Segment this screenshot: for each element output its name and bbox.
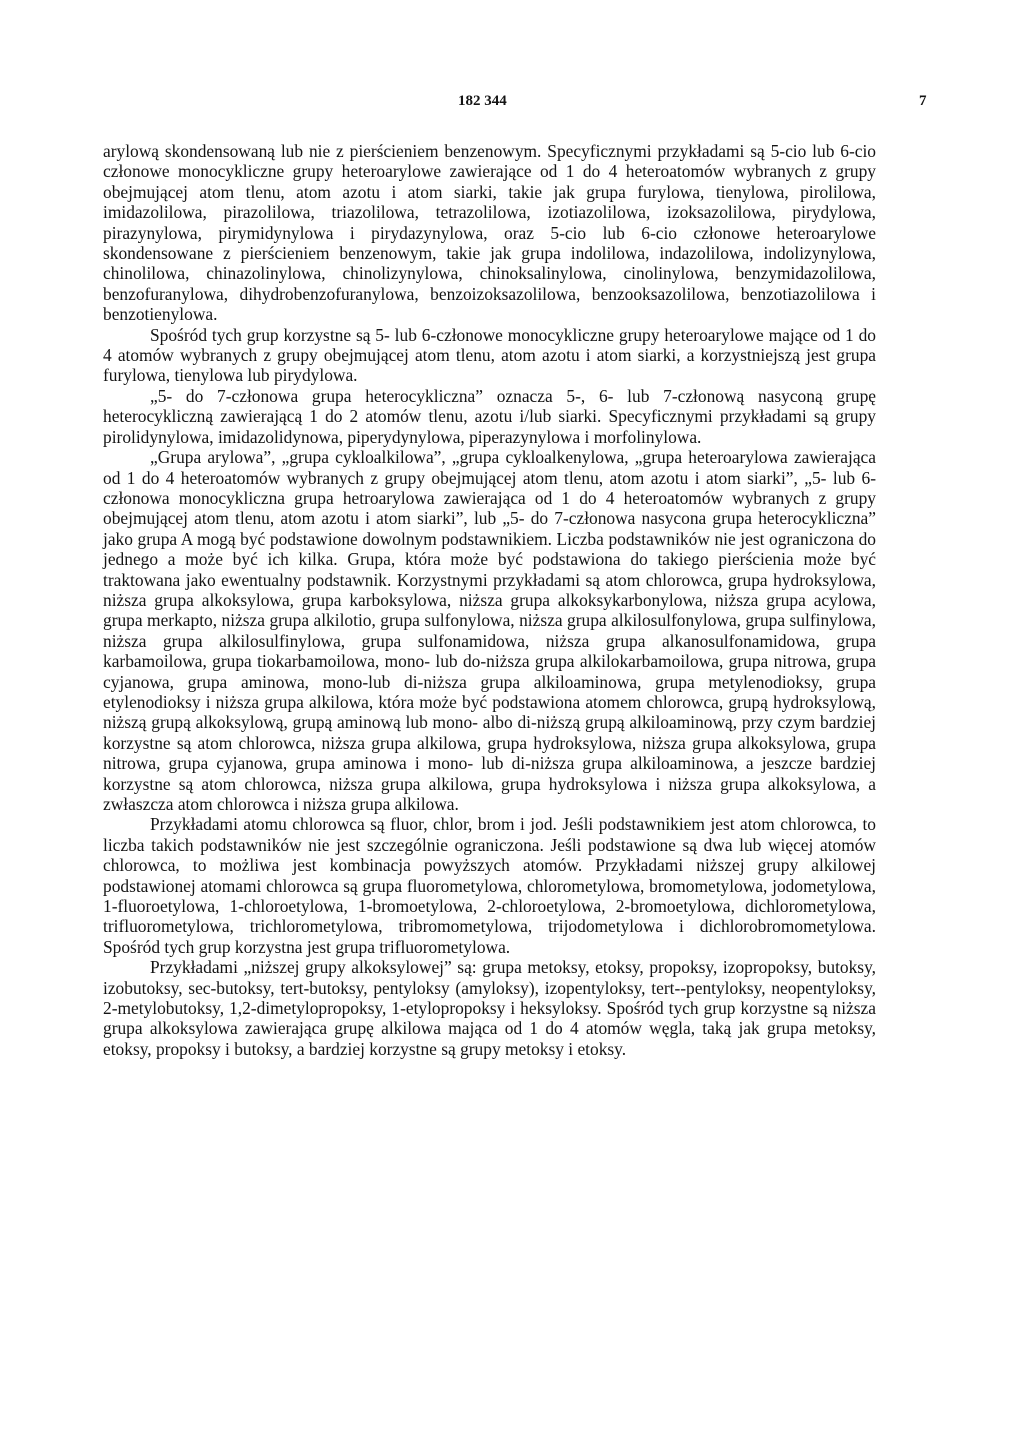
page-number: 7 — [919, 93, 927, 109]
body-text — [103, 141, 876, 1059]
document-number: 182 344 — [458, 93, 507, 109]
paragraph: Przykładami „niższej grupy alkoksylowej” są: grupa metoksy, etoksy, propoksy, izopropoksy, butoksy, izobutoksy, sec-butoksy, tert-butoksy, pentyloksy (amyloksy), izopentyloksy, tert--pentyloksy, neopentyloksy, 2-metylobutoksy, 1,2-dimetylopropoksy, 1-etylopropoksy i heksyloksy. Spośród tych grup korzystne są niższa grupa alkoksylowa zawierająca grupę alkilowa mająca od 1 do 4 atomów węgla, taką jak grupa metoksy, etoksy, propoksy i butoksy, a bardziej korzystne są grupy metoksy i etoksy. — [103, 957, 876, 1059]
paragraph: Przykładami atomu chlorowca są fluor, chlor, brom i jod. Jeśli podstawnikiem jest atom chlorowca, to liczba takich podstawników nie jest szczególnie ograniczona. Jeśli podstawione są dwa lub więcej atomów chlorowca, to możliwa jest kombinacja powyższych atomów. Przykładami niższej grupy alkilowej podstawionej atomami chlorowca są grupa fluorometylowa, chlorometylowa, bromometylowa, jodometylowa, 1-fluoroetylowa, 1-chloroetylowa, 1-bromoetylowa, 2-chloroetylowa, 2-bromoetylowa, dichlorometylowa, trifluorometylowa, trichlorometylowa, tribromometylowa, trijodometylowa i dichlorobromometylowa. Spośród tych grup korzystna jest grupa trifluorometylowa. — [103, 814, 876, 957]
paragraph: arylową skondensowaną lub nie z pierścieniem benzenowym. Specyficznymi przykładami są 5-cio lub 6-cio członowe monocykliczne grupy heteroarylowe zawierające od 1 do 4 heteroatomów wybranych z grupy obejmującej atom tlenu, atom azotu i atom siarki, takie jak grupa furylowa, tienylowa, pirolilowa, imidazolilowa, pirazolilowa, triazolilowa, tetrazolilowa, izotiazolilowa, izoksazolilowa, pirydylowa, pirazynylowa, pirymidynylowa i pirydazynylowa, oraz 5-cio lub 6-cio członowe heteroarylowe skondensowane z pierścieniem benzenowym, takie jak grupa indolilowa, indazolilowa, indolizynylowa, chinolilowa, chinazolinylowa, chinolizynylowa, chinoksalinylowa, cinolinylowa, benzymidazolilowa, benzofuranylowa, dihydrobenzofuranylowa, benzoizoksazolilowa, benzooksazolilowa, benzotiazolilowa i benzotienylowa. — [103, 141, 876, 325]
page-header — [0, 93, 1024, 117]
paragraph: „Grupa arylowa”, „grupa cykloalkilowa”, „grupa cykloalkenylowa, „grupa heteroarylowa zawierająca od 1 do 4 heteroatomów wybranych z grupy obejmującej atom tlenu, atom azotu i atom siarki”, „5- lub 6-członowa monocykliczna grupa hetroarylowa zawierająca od 1 do 4 heteroatomów wybranych z grupy obejmującej atom tlenu, atom azotu i atom siarki”, lub „5- do 7-członowa nasycona grupa heterocykliczna” jako grupa A mogą być podstawione dowolnym podstawnikiem. Liczba podstawników nie jest ograniczona do jednego a może być ich kilka. Grupa, która może być podstawiona do takiego pierścienia może być traktowana jako ewentualny podstawnik. Korzystnymi przykładami są atom chlorowca, grupa hydroksylowa, niższa grupa alkoksylowa, grupa karboksylowa, niższa grupa alkoksykarbonylowa, niższa grupa acylowa, grupa merkapto, niższa grupa alkilotio, grupa sulfonylowa, niższa grupa alkilosulfonylowa, grupa sulfinylowa, niższa grupa alkilosulfinylowa, grupa sulfonamidowa, niższa grupa alkanosulfonamidowa, grupa karbamoilowa, grupa tiokarbamoilowa, mono- lub do-niższa grupa alkilokarbamoilowa, grupa nitrowa, grupa cyjanowa, grupa aminowa, mono-lub di-niższa grupa alkiloaminowa, grupa metylenodioksy, grupa etylenodioksy i niższa grupa alkilowa, która może być podstawiona atomem chlorowca, grupą hydroksylową, niższą grupą alkoksylową, grupą aminową lub mono- albo di-niższą grupą alkiloaminową, przy czym bardziej korzystne są atom chlorowca, niższa grupa alkilowa, grupa hydroksylowa, niższa grupa alkoksylowa, grupa nitrowa, grupa cyjanowa, grupa aminowa i mono- lub di-niższa grupa alkiloaminowa, a jeszcze bardziej korzystne są atom chlorowca, niższa grupa alkilowa, grupa hydroksylowa i niższa grupa alkoksylowa, a zwłaszcza atom chlorowca i niższa grupa alkilowa. — [103, 447, 876, 814]
paragraph: „5- do 7-członowa grupa heterocykliczna” oznacza 5-, 6- lub 7-członową nasyconą grupę heterocykliczną zawierającą 1 do 2 atomów tlenu, azotu i/lub siarki. Specyficznymi przykładami są grupy pirolidynylowa, imidazolidynowa, piperydynylowa, piperazynylowa i morfolinylowa. — [103, 385, 876, 447]
paragraph: Spośród tych grup korzystne są 5- lub 6-członowe monocykliczne grupy heteroarylowe mające od 1 do 4 atomów wybranych z grupy obejmującej atom tlenu, atom azotu i atom siarki, a korzystniejszą jest grupa furylowa, tienylowa lub pirydylowa. — [103, 324, 876, 386]
